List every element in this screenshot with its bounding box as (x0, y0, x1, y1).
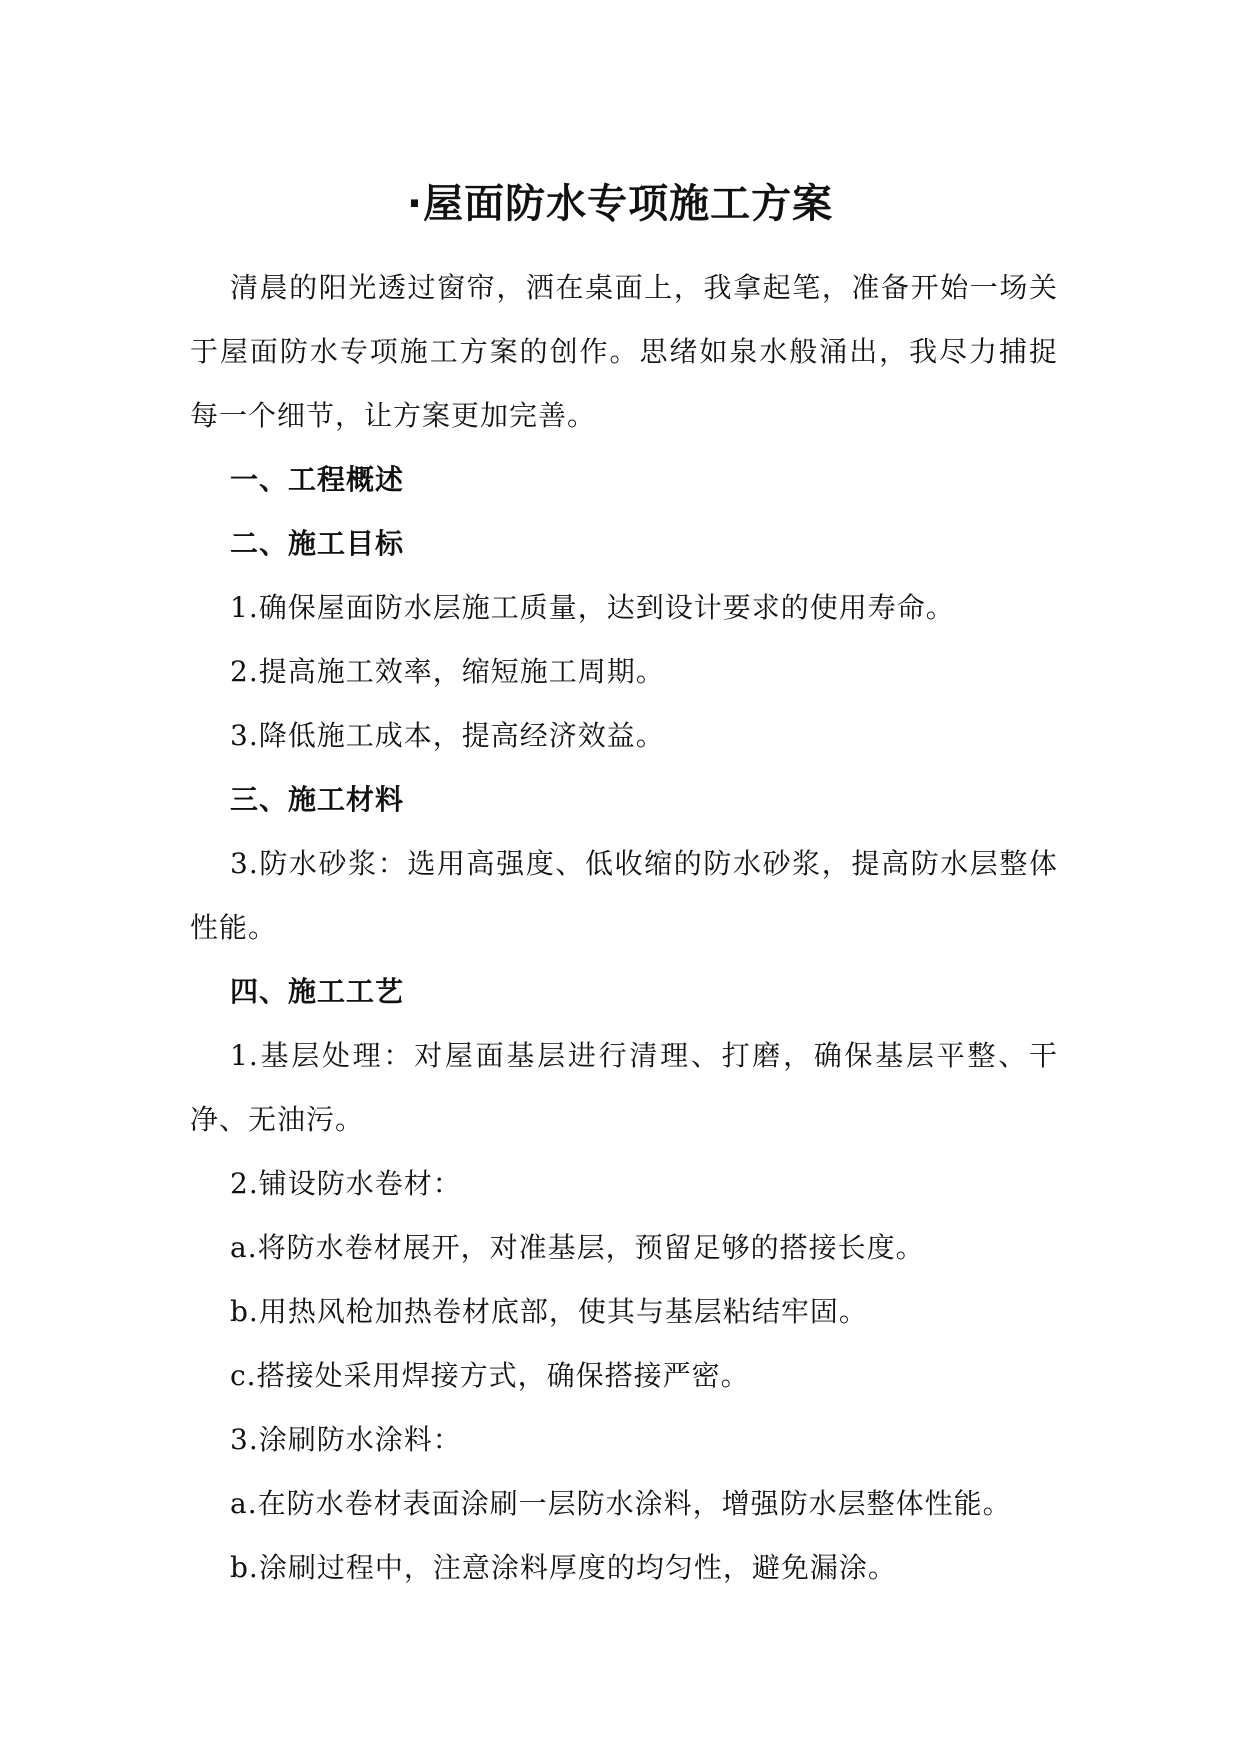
process-subitem-2b: b.用热风枪加热卷材底部，使其与基层粘结牢固。 (230, 1295, 868, 1328)
process-subitem-2a: a.将防水卷材展开，对准基层，预留足够的搭接长度。 (230, 1231, 925, 1264)
section-heading-goals: 二、施工目标 (230, 527, 405, 560)
process-subitem-3a: a.在防水卷材表面涂刷一层防水涂料，增强防水层整体性能。 (230, 1487, 1012, 1520)
process-subitem-3b: b.涂刷过程中，注意涂料厚度的均匀性，避免漏涂。 (230, 1551, 897, 1584)
section-heading-process: 四、施工工艺 (230, 975, 405, 1008)
section-heading-overview: 一、工程概述 (230, 463, 405, 496)
goal-item-1: 1.确保屋面防水层施工质量，达到设计要求的使用寿命。 (230, 591, 955, 624)
section-heading-materials: 三、施工材料 (230, 783, 405, 816)
process-subitem-2c: c.搭接处采用焊接方式，确保搭接严密。 (230, 1359, 750, 1392)
goal-item-3: 3.降低施工成本，提高经济效益。 (230, 719, 665, 752)
process-item-2: 2.铺设防水卷材： (230, 1167, 462, 1200)
intro-paragraph: 清晨的阳光透过窗帘，洒在桌面上，我拿起笔，准备开始一场关于屋面防水专项施工方案的创作。思绪如泉水般涌出，我尽力捕捉每一个细节，让方案更加完善。 (190, 271, 1058, 432)
process-item-3: 3.涂刷防水涂料： (230, 1423, 462, 1456)
document-body (190, 256, 1058, 1600)
material-item-3: 3.防水砂浆：选用高强度、低收缩的防水砂浆，提高防水层整体性能。 (190, 847, 1058, 944)
goal-item-2: 2.提高施工效率，缩短施工周期。 (230, 655, 665, 688)
process-item-1: 1.基层处理：对屋面基层进行清理、打磨，确保基层平整、干净、无油污。 (190, 1039, 1058, 1136)
document-title: ·屋面防水专项施工方案 (406, 181, 834, 227)
